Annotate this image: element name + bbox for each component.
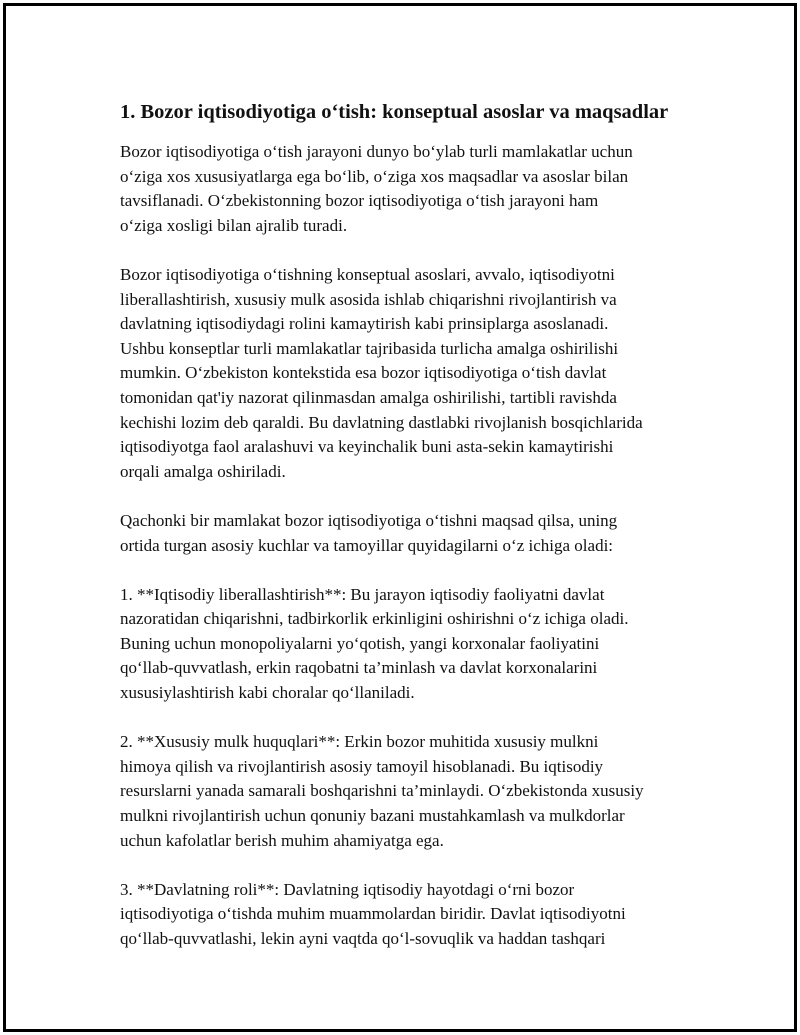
text-line: qo‘llab-quvvatlash, erkin raqobatni ta’minlash va davlat korxonalarini [120,658,598,678]
list-item-private-property [120,730,710,853]
text-line: nazoratidan chiqarishni, tadbirkorlik erkinligini oshirishni o‘z ichiga oladi. [120,609,629,629]
text-line: 2. **Xususiy mulk huquqlari**: Erkin bozor muhitida xususiy mulkni [120,732,599,752]
text-line: Bozor iqtisodiyotiga o‘tishning konseptual asoslari, avvalo, iqtisodiyotni [120,264,615,284]
list-item-state-role [120,878,710,952]
section-title: 1. Bozor iqtisodiyotiga o‘tish: konseptual asoslar va maqsadlar [120,101,669,123]
text-line: mulkni rivojlantirish uchun qonuniy bazani mustahkamlash va mulkdorlar [120,806,625,826]
text-line: tavsiflanadi. O‘zbekistonning bozor iqtisodiyotiga o‘tish jarayoni ham [120,191,599,211]
page-frame [3,3,797,1032]
text-line: 1. **Iqtisodiy liberallashtirish**: Bu jarayon iqtisodiy faoliyatni davlat [120,584,605,604]
text-line: iqtisodiyotiga o‘tishda muhim muammolardan biridir. Davlat iqtisodiyotni [120,904,626,924]
list-item-liberalization [120,583,710,706]
paragraph-intro [120,140,710,238]
text-line: xususiylashtirish kabi choralar qo‘llaniladi. [120,683,415,703]
text-line: davlatning iqtisodiydagi rolini kamaytirish kabi prinsiplarga asoslanadi. [120,314,609,334]
text-line: o‘ziga xosligi bilan ajralib turadi. [120,215,348,235]
text-line: himoya qilish va rivojlantirish asosiy tamoyil hisoblanadi. Bu iqtisodiy [120,756,604,776]
text-line: qo‘llab-quvvatlashi, lekin ayni vaqtda qo‘l-sovuqlik va haddan tashqari [120,929,606,948]
text-line: orqali amalga oshiriladi. [120,461,286,481]
text-line: liberallashtirish, xususiy mulk asosida ishlab chiqarishni rivojlantirish va [120,289,617,309]
text-line: iqtisodiyotga faol aralashuvi va keyinchalik buni asta-sekin kamaytirishi [120,437,614,457]
text-line: ortida turgan asosiy kuchlar va tamoyillar quyidagilarni o‘z ichiga oladi: [120,535,614,555]
text-line: 3. **Davlatning roli**: Davlatning iqtisodiy hayotdagi o‘rni bozor [120,879,575,899]
text-line: kechishi lozim deb qaraldi. Bu davlatning dastlabki rivojlanish bosqichlarida [120,412,643,432]
text-line: tomonidan qat'iy nazorat qilinmasdan amalga oshirilishi, tartibli ravishda [120,387,617,407]
text-line: mumkin. O‘zbekiston kontekstida esa bozor iqtisodiyotiga o‘tish davlat [120,363,607,383]
document-body [120,99,710,976]
text-line: resurslarni yanada samarali boshqarishni ta’minlaydi. O‘zbekistonda xususiy [120,781,644,801]
paragraph-conceptual-basis [120,263,710,484]
text-line: uchun kafolatlar berish muhim ahamiyatga ega. [120,830,444,850]
paragraph-principles-intro [120,509,710,558]
text-line: o‘ziga xos xususiyatlarga ega bo‘lib, o‘ziga xos maqsadlar va asoslar bilan [120,166,629,186]
text-line: Qachonki bir mamlakat bozor iqtisodiyotiga o‘tishni maqsad qilsa, uning [120,510,618,530]
text-line: Ushbu konseptlar turli mamlakatlar tajribasida turlicha amalga oshirilishi [120,338,619,358]
text-line: Bozor iqtisodiyotiga o‘tish jarayoni dunyo bo‘ylab turli mamlakatlar uchun [120,142,633,161]
text-line: Buning uchun monopoliyalarni yo‘qotish, yangi korxonalar faoliyatini [120,633,600,653]
